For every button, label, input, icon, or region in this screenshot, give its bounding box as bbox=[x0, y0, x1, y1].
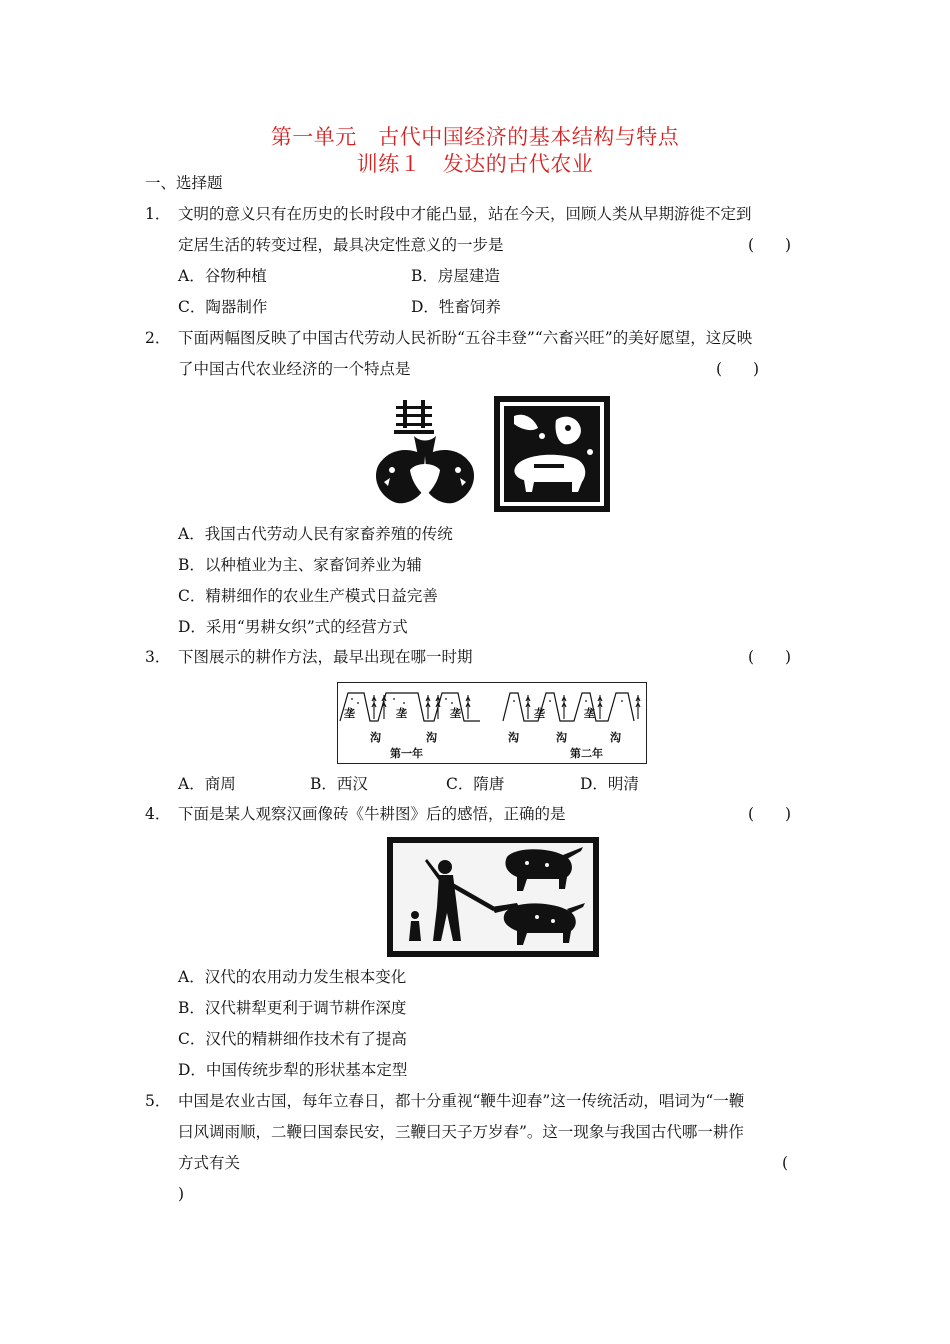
papercut-fish-figure bbox=[370, 396, 480, 512]
question-3-option-d: D．明清 bbox=[580, 775, 639, 793]
question-3-answer-paren: ( ) bbox=[748, 648, 792, 666]
question-1-line-1: 文明的意义只有在历史的长时段中才能凸显，站在今天，回顾人类从早期游徙不定到 bbox=[178, 205, 752, 223]
ditch-label: 沟 bbox=[556, 731, 567, 744]
ridge-label: 垄 bbox=[396, 707, 407, 720]
page-title: 第一单元 古代中国经济的基本结构与特点 bbox=[270, 125, 680, 149]
question-1-line-2: 定居生活的转变过程，最具决定性意义的一步是 bbox=[178, 236, 504, 254]
year-1-label: 第一年 bbox=[390, 747, 423, 760]
question-3-option-b: B．西汉 bbox=[310, 775, 368, 793]
question-2-answer-paren: ( ) bbox=[716, 360, 760, 378]
ridge-label: 垄 bbox=[584, 707, 595, 720]
question-1-option-c: C．陶器制作 bbox=[178, 298, 268, 316]
ridge-label: 垄 bbox=[344, 707, 355, 720]
ditch-label: 沟 bbox=[426, 731, 437, 744]
section-heading: 一、选择题 bbox=[145, 174, 223, 192]
ridge-label: 垄 bbox=[534, 707, 545, 720]
question-4-line-1: 下面是某人观察汉画像砖《牛耕图》后的感悟，正确的是 bbox=[178, 805, 566, 823]
question-2-line-2: 了中国古代农业经济的一个特点是 bbox=[178, 360, 411, 378]
question-3-option-a: A．商周 bbox=[178, 775, 236, 793]
ditch-label: 沟 bbox=[508, 731, 519, 744]
year-2-label: 第二年 bbox=[570, 747, 603, 760]
question-4-option-d: D．中国传统步犁的形状基本定型 bbox=[178, 1061, 408, 1079]
question-5-line-1: 中国是农业古国，每年立春日，都十分重视“鞭牛迎春”这一传统活动，唱词为“一鞭 bbox=[178, 1092, 745, 1110]
question-1-option-b: B．房屋建造 bbox=[411, 267, 500, 285]
question-2-option-b: B．以种植业为主、家畜饲养业为辅 bbox=[178, 556, 422, 574]
question-5-number: 5． bbox=[145, 1092, 171, 1110]
question-5-paren-close: ) bbox=[178, 1185, 185, 1203]
question-2-option-c: C．精耕细作的农业生产模式日益完善 bbox=[178, 587, 438, 605]
papercut-livestock-figure bbox=[494, 396, 610, 512]
question-3-option-c: C．隋唐 bbox=[446, 775, 505, 793]
question-1-number: 1． bbox=[145, 205, 171, 223]
question-1-option-a: A．谷物种植 bbox=[178, 267, 267, 285]
question-5-paren-open: ( bbox=[782, 1154, 789, 1172]
question-4-option-c: C．汉代的精耕细作技术有了提高 bbox=[178, 1030, 407, 1048]
question-4-option-b: B．汉代耕犁更利于调节耕作深度 bbox=[178, 999, 407, 1017]
question-1-answer-paren: ( ) bbox=[748, 236, 792, 254]
question-2-line-1: 下面两幅图反映了中国古代劳动人民祈盼“五谷丰登”“六畜兴旺”的美好愿望，这反映 bbox=[178, 329, 753, 347]
question-3-line-1: 下图展示的耕作方法，最早出现在哪一时期 bbox=[178, 648, 473, 666]
page-subtitle: 训练１ 发达的古代农业 bbox=[356, 152, 594, 176]
question-1-option-d: D．牲畜饲养 bbox=[411, 298, 501, 316]
question-4-number: 4． bbox=[145, 805, 171, 823]
question-5-line-3: 方式有关 bbox=[178, 1154, 241, 1172]
ox-plough-brick-figure bbox=[387, 837, 599, 957]
question-2-option-d: D．采用“男耕女织”式的经营方式 bbox=[178, 618, 408, 636]
question-5-line-2: 曰风调雨顺，二鞭曰国泰民安，三鞭曰天子万岁春”。这一现象与我国古代哪一耕作 bbox=[178, 1123, 744, 1141]
question-4-answer-paren: ( ) bbox=[748, 805, 792, 823]
question-2-option-a: A．我国古代劳动人民有家畜养殖的传统 bbox=[178, 525, 453, 543]
ditch-label: 沟 bbox=[610, 731, 621, 744]
question-3-number: 3． bbox=[145, 648, 171, 666]
question-4-option-a: A．汉代的农用动力发生根本变化 bbox=[178, 968, 407, 986]
ridge-label: 垄 bbox=[450, 707, 461, 720]
ditch-label: 沟 bbox=[370, 731, 381, 744]
ridge-ditch-figure bbox=[337, 682, 647, 764]
question-2-number: 2． bbox=[145, 329, 171, 347]
ridge-ditch-diagram bbox=[338, 683, 645, 731]
